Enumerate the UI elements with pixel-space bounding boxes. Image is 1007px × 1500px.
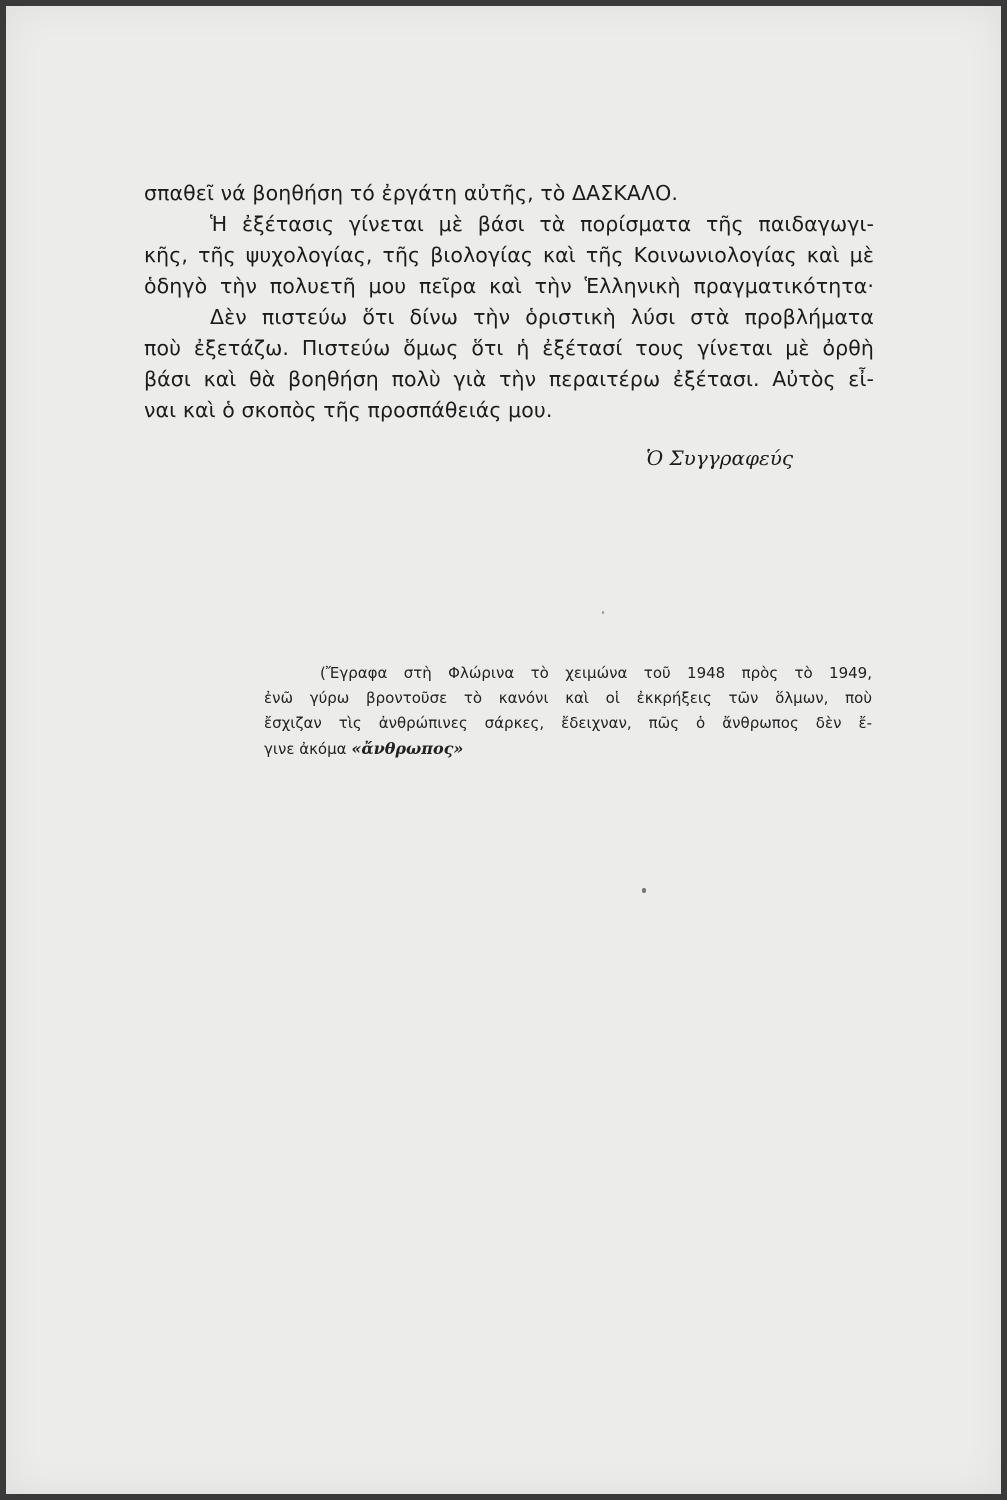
text-line: Δὲν πιστεύω ὅτι δίνω τὴν ὁριστικὴ λύσι στὰ προβλήματα — [210, 305, 874, 329]
text-line: Ἡ ἐξέτασις γίνεται μὲ βάσι τὰ πορίσματα τῆς παιδαγωγι- — [210, 212, 874, 236]
text-line: κῆς, τῆς ψυχολογίας, τῆς βιολογίας καὶ τῆς Κοινωνιολογίας καὶ μὲ — [144, 243, 874, 267]
text-line: ὁδηγὸ τὴν πολυετῆ μου πεῖρα καὶ τὴν Ἑλληνικὴ πραγματικότητα· — [144, 274, 874, 298]
footnote-line: ἔσχιζαν τὶς ἀνθρώπινες σάρκες, ἔδειχναν, πῶς ὁ ἄνθρωπος δὲν ἔ- — [264, 714, 872, 732]
text-line: σπαθεῖ νά βοηθήση τό ἐργάτη αὐτῆς, τὸ ΔΑΣΚΑΛΟ. — [144, 181, 678, 205]
footnote-line: (Ἔγραφα στὴ Φλώρινα τὸ χειμώνα τοῦ 1948 πρὸς τὸ 1949, — [320, 664, 872, 682]
text-line: βάσι καὶ θὰ βοηθήση πολὺ γιὰ τὴν περαιτέρω ἐξέτασι. Αὐτὸς εἶ- — [144, 367, 874, 391]
print-speck — [602, 611, 604, 614]
print-speck — [642, 888, 646, 893]
footnote-emphasis: «ἄνθρωπος» — [351, 739, 464, 758]
text-line: ποὺ ἐξετάζω. Πιστεύω ὅμως ὅτι ἡ ἐξέτασί τους γίνεται μὲ ὀρθὴ — [144, 336, 874, 360]
footnote-line-text: γινε ἀκόμα — [264, 740, 347, 758]
author-signature: Ὁ Συγγραφεύς — [646, 446, 794, 470]
scanned-page — [6, 6, 1001, 1494]
footnote-line: ἐνῶ γύρω βροντοῦσε τὸ κανόνι καὶ οἱ ἐκκρήξεις τῶν ὅλμων, ποὺ — [264, 689, 872, 707]
text-line: ναι καὶ ὁ σκοπὸς τῆς προσπάθειάς μου. — [144, 398, 553, 422]
main-paragraphs — [144, 178, 874, 426]
footnote — [264, 661, 872, 762]
footnote-line-last — [264, 736, 872, 762]
